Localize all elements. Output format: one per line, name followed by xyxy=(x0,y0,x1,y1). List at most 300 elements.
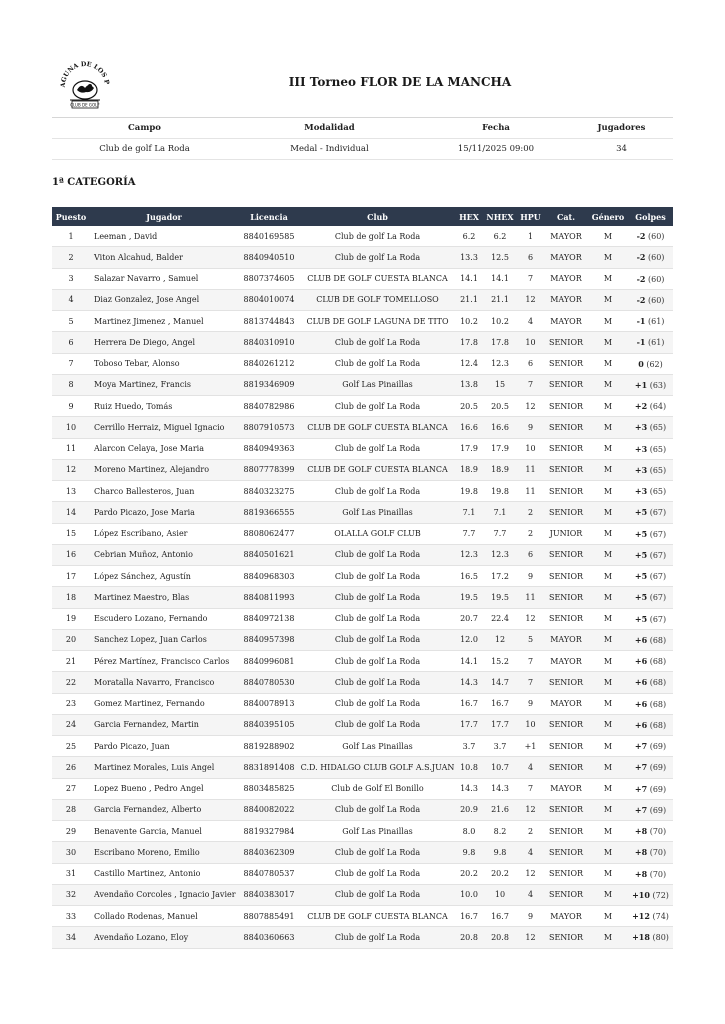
puesto-cell: 8 xyxy=(52,374,90,395)
genero-cell: M xyxy=(588,353,628,374)
nhex-cell: 10.2 xyxy=(483,311,517,332)
info-header-campo: Campo xyxy=(128,123,161,133)
puesto-cell: 17 xyxy=(52,566,90,587)
golpes-cell xyxy=(628,566,673,587)
nhex-cell: 18.9 xyxy=(483,459,517,480)
score-to-par: -1 xyxy=(636,337,646,348)
table-row xyxy=(52,651,673,672)
hpu-cell: 12 xyxy=(517,863,544,884)
cat-cell: JUNIOR xyxy=(544,523,588,544)
puesto-cell: 15 xyxy=(52,523,90,544)
table-row xyxy=(52,396,673,417)
club-cell: Club de golf La Roda xyxy=(300,396,455,417)
total-strokes: (61) xyxy=(648,317,665,327)
puesto-cell: 13 xyxy=(52,481,90,502)
table-row xyxy=(52,842,673,863)
genero-cell: M xyxy=(588,736,628,757)
jugador-cell: López Escribano, Asier xyxy=(90,523,238,544)
genero-cell: M xyxy=(588,438,628,459)
licencia-cell: 8840362309 xyxy=(238,842,300,863)
golpes-cell xyxy=(628,289,673,310)
licencia-cell: 8840082022 xyxy=(238,799,300,820)
cat-cell: SENIOR xyxy=(544,396,588,417)
club-cell: Club de golf La Roda xyxy=(300,799,455,820)
genero-cell: M xyxy=(588,778,628,799)
hpu-cell: 4 xyxy=(517,884,544,905)
genero-cell: M xyxy=(588,906,628,927)
licencia-cell: 8840968303 xyxy=(238,566,300,587)
hex-cell: 14.1 xyxy=(455,651,483,672)
total-strokes: (70) xyxy=(649,848,667,858)
genero-cell: M xyxy=(588,799,628,820)
cat-cell: SENIOR xyxy=(544,544,588,565)
jugador-cell: Viton Alcahud, Balder xyxy=(90,247,238,268)
cat-cell: SENIOR xyxy=(544,481,588,502)
hex-cell: 7.7 xyxy=(455,523,483,544)
licencia-cell: 8840501621 xyxy=(238,544,300,565)
total-strokes: (65) xyxy=(649,423,667,433)
golpes-cell xyxy=(628,778,673,799)
score-to-par: +6 xyxy=(634,719,648,730)
puesto-cell: 25 xyxy=(52,736,90,757)
hpu-cell: 6 xyxy=(517,544,544,565)
licencia-cell: 8840972138 xyxy=(238,608,300,629)
club-cell: Club de Golf El Bonillo xyxy=(300,778,455,799)
column-header-hex: HEX xyxy=(455,207,483,226)
total-strokes: (69) xyxy=(649,742,667,752)
hex-cell: 13.8 xyxy=(455,374,483,395)
genero-cell: M xyxy=(588,289,628,310)
golpes-cell xyxy=(628,693,673,714)
nhex-cell: 14.7 xyxy=(483,672,517,693)
table-row xyxy=(52,629,673,650)
puesto-cell: 16 xyxy=(52,544,90,565)
club-cell: CLUB DE GOLF CUESTA BLANCA xyxy=(300,906,455,927)
jugador-cell: Escudero Lozano, Fernando xyxy=(90,608,238,629)
licencia-cell: 8840780537 xyxy=(238,863,300,884)
hpu-cell: 5 xyxy=(517,629,544,650)
licencia-cell: 8840996081 xyxy=(238,651,300,672)
genero-cell: M xyxy=(588,374,628,395)
score-to-par: +3 xyxy=(634,443,648,454)
score-to-par: +5 xyxy=(634,592,648,603)
tournament-info xyxy=(52,117,673,160)
club-cell: CLUB DE GOLF CUESTA BLANCA xyxy=(300,268,455,289)
hpu-cell: 11 xyxy=(517,587,544,608)
total-strokes: (67) xyxy=(649,529,667,539)
hex-cell: 17.9 xyxy=(455,438,483,459)
nhex-cell: 10 xyxy=(483,884,517,905)
licencia-cell: 8807885491 xyxy=(238,906,300,927)
score-to-par: -2 xyxy=(636,273,646,284)
hpu-cell: 12 xyxy=(517,927,544,948)
golpes-cell xyxy=(628,523,673,544)
golpes-cell xyxy=(628,757,673,778)
genero-cell: M xyxy=(588,587,628,608)
licencia-cell: 8831891408 xyxy=(238,757,300,778)
nhex-cell: 19.8 xyxy=(483,481,517,502)
nhex-cell: 10.7 xyxy=(483,757,517,778)
club-cell: Golf Las Pinaillas xyxy=(300,502,455,523)
hex-cell: 10.2 xyxy=(455,311,483,332)
genero-cell: M xyxy=(588,714,628,735)
results-body xyxy=(52,226,673,948)
jugador-cell: Leeman , David xyxy=(90,226,238,247)
table-row xyxy=(52,863,673,884)
total-strokes: (67) xyxy=(649,508,667,518)
score-to-par: +7 xyxy=(634,762,648,773)
table-row xyxy=(52,417,673,438)
hpu-cell: 12 xyxy=(517,289,544,310)
cat-cell: SENIOR xyxy=(544,353,588,374)
table-row xyxy=(52,927,673,948)
total-strokes: (67) xyxy=(649,550,667,560)
club-cell: Club de golf La Roda xyxy=(300,608,455,629)
genero-cell: M xyxy=(588,608,628,629)
total-strokes: (60) xyxy=(648,274,665,284)
cat-cell: SENIOR xyxy=(544,608,588,629)
golpes-cell xyxy=(628,672,673,693)
hex-cell: 17.7 xyxy=(455,714,483,735)
hpu-cell: +1 xyxy=(517,736,544,757)
jugador-cell: Charco Ballesteros, Juan xyxy=(90,481,238,502)
licencia-cell: 8807778399 xyxy=(238,459,300,480)
jugador-cell: Avendaño Lozano, Eloy xyxy=(90,927,238,948)
score-to-par: +5 xyxy=(634,507,648,518)
hpu-cell: 6 xyxy=(517,353,544,374)
genero-cell: M xyxy=(588,332,628,353)
nhex-cell: 8.2 xyxy=(483,821,517,842)
golpes-cell xyxy=(628,502,673,523)
club-cell: Club de golf La Roda xyxy=(300,544,455,565)
cat-cell: SENIOR xyxy=(544,502,588,523)
column-header-club: Club xyxy=(300,207,455,226)
hex-cell: 20.8 xyxy=(455,927,483,948)
puesto-cell: 34 xyxy=(52,927,90,948)
licencia-cell: 8840323275 xyxy=(238,481,300,502)
genero-cell: M xyxy=(588,842,628,863)
info-header-jugadores: Jugadores xyxy=(597,123,646,133)
info-value-fecha: 15/11/2025 09:00 xyxy=(457,144,535,154)
jugador-cell: Cerrillo Herraiz, Miguel Ignacio xyxy=(90,417,238,438)
page-title: III Torneo FLOR DE LA MANCHA xyxy=(288,75,512,89)
cat-cell: MAYOR xyxy=(544,247,588,268)
jugador-cell: Martinez Maestro, Blas xyxy=(90,587,238,608)
score-to-par: +6 xyxy=(634,656,648,667)
nhex-cell: 12.5 xyxy=(483,247,517,268)
jugador-cell: Herrera De Diego, Angel xyxy=(90,332,238,353)
club-cell: CLUB DE GOLF TOMELLOSO xyxy=(300,289,455,310)
hpu-cell: 4 xyxy=(517,757,544,778)
score-to-par: +6 xyxy=(634,634,648,645)
genero-cell: M xyxy=(588,884,628,905)
licencia-cell: 8840383017 xyxy=(238,884,300,905)
column-header-licencia: Licencia xyxy=(238,207,300,226)
table-row xyxy=(52,311,673,332)
golpes-cell xyxy=(628,396,673,417)
nhex-cell: 20.2 xyxy=(483,863,517,884)
cat-cell: MAYOR xyxy=(544,268,588,289)
puesto-cell: 1 xyxy=(52,226,90,247)
club-cell: CLUB DE GOLF CUESTA BLANCA xyxy=(300,459,455,480)
category-heading: 1ª CATEGORÍA xyxy=(52,177,136,188)
hpu-cell: 9 xyxy=(517,566,544,587)
info-header-modalidad: Modalidad xyxy=(304,123,355,133)
score-to-par: +8 xyxy=(634,868,648,879)
golpes-cell xyxy=(628,863,673,884)
nhex-cell: 22.4 xyxy=(483,608,517,629)
score-to-par: +8 xyxy=(634,826,648,837)
puesto-cell: 32 xyxy=(52,884,90,905)
jugador-cell: Diaz Gonzalez, Jose Angel xyxy=(90,289,238,310)
genero-cell: M xyxy=(588,821,628,842)
hex-cell: 20.5 xyxy=(455,396,483,417)
club-cell: Golf Las Pinaillas xyxy=(300,374,455,395)
column-header-cat: Cat. xyxy=(544,207,588,226)
hpu-cell: 6 xyxy=(517,247,544,268)
total-strokes: (67) xyxy=(649,572,667,582)
puesto-cell: 22 xyxy=(52,672,90,693)
info-value-jugadores: 34 xyxy=(616,144,627,154)
golpes-cell xyxy=(628,608,673,629)
golpes-cell xyxy=(628,459,673,480)
golpes-cell xyxy=(628,927,673,948)
jugador-cell: Castillo Martinez, Antonio xyxy=(90,863,238,884)
golpes-cell xyxy=(628,842,673,863)
total-strokes: (65) xyxy=(649,444,667,454)
score-to-par: +12 xyxy=(632,911,650,922)
hpu-cell: 7 xyxy=(517,268,544,289)
puesto-cell: 33 xyxy=(52,906,90,927)
golpes-cell xyxy=(628,481,673,502)
table-row xyxy=(52,332,673,353)
total-strokes: (68) xyxy=(649,657,667,667)
hex-cell: 7.1 xyxy=(455,502,483,523)
table-row xyxy=(52,374,673,395)
total-strokes: (68) xyxy=(649,699,667,709)
score-to-par: +6 xyxy=(634,677,648,688)
puesto-cell: 28 xyxy=(52,799,90,820)
licencia-cell: 8840395105 xyxy=(238,714,300,735)
score-to-par: +7 xyxy=(634,741,648,752)
genero-cell: M xyxy=(588,481,628,502)
hex-cell: 8.0 xyxy=(455,821,483,842)
golpes-cell xyxy=(628,353,673,374)
total-strokes: (63) xyxy=(649,380,667,390)
licencia-cell: 8840078913 xyxy=(238,693,300,714)
jugador-cell: Benavente Garcia, Manuel xyxy=(90,821,238,842)
nhex-cell: 17.8 xyxy=(483,332,517,353)
genero-cell: M xyxy=(588,417,628,438)
table-row xyxy=(52,566,673,587)
score-to-par: +3 xyxy=(634,486,648,497)
score-to-par: +3 xyxy=(634,422,648,433)
club-cell: Club de golf La Roda xyxy=(300,353,455,374)
jugador-cell: López Sánchez, Agustín xyxy=(90,566,238,587)
club-cell: Club de golf La Roda xyxy=(300,587,455,608)
nhex-cell: 15 xyxy=(483,374,517,395)
results-table xyxy=(52,207,673,949)
hex-cell: 20.9 xyxy=(455,799,483,820)
cat-cell: SENIOR xyxy=(544,438,588,459)
cat-cell: SENIOR xyxy=(544,332,588,353)
licencia-cell: 8840169585 xyxy=(238,226,300,247)
club-cell: CLUB DE GOLF CUESTA BLANCA xyxy=(300,417,455,438)
cat-cell: MAYOR xyxy=(544,226,588,247)
table-row xyxy=(52,353,673,374)
club-cell: Club de golf La Roda xyxy=(300,672,455,693)
total-strokes: (67) xyxy=(649,593,667,603)
puesto-cell: 11 xyxy=(52,438,90,459)
table-row xyxy=(52,778,673,799)
puesto-cell: 24 xyxy=(52,714,90,735)
genero-cell: M xyxy=(588,863,628,884)
score-to-par: -2 xyxy=(636,231,646,242)
table-row xyxy=(52,544,673,565)
hex-cell: 19.8 xyxy=(455,481,483,502)
golpes-cell xyxy=(628,714,673,735)
cat-cell: SENIOR xyxy=(544,417,588,438)
jugador-cell: Martinez Jimenez , Manuel xyxy=(90,311,238,332)
puesto-cell: 9 xyxy=(52,396,90,417)
jugador-cell: Martinez Morales, Luis Angel xyxy=(90,757,238,778)
puesto-cell: 27 xyxy=(52,778,90,799)
table-row xyxy=(52,736,673,757)
licencia-cell: 8840780530 xyxy=(238,672,300,693)
hex-cell: 19.5 xyxy=(455,587,483,608)
licencia-cell: 8807374605 xyxy=(238,268,300,289)
golpes-cell xyxy=(628,629,673,650)
puesto-cell: 19 xyxy=(52,608,90,629)
golpes-cell xyxy=(628,544,673,565)
info-value-row xyxy=(52,139,673,160)
total-strokes: (70) xyxy=(649,827,667,837)
jugador-cell: Sanchez Lopez, Juan Carlos xyxy=(90,629,238,650)
total-strokes: (70) xyxy=(649,869,667,879)
table-row xyxy=(52,693,673,714)
club-logo xyxy=(56,56,114,114)
table-row xyxy=(52,714,673,735)
licencia-cell: 8840782986 xyxy=(238,396,300,417)
table-row xyxy=(52,608,673,629)
cat-cell: SENIOR xyxy=(544,459,588,480)
hex-cell: 12.3 xyxy=(455,544,483,565)
club-cell: Club de golf La Roda xyxy=(300,629,455,650)
club-cell: Golf Las Pinaillas xyxy=(300,736,455,757)
score-to-par: +5 xyxy=(634,571,648,582)
hex-cell: 16.7 xyxy=(455,693,483,714)
cat-cell: MAYOR xyxy=(544,289,588,310)
golpes-cell xyxy=(628,651,673,672)
genero-cell: M xyxy=(588,247,628,268)
puesto-cell: 3 xyxy=(52,268,90,289)
nhex-cell: 12 xyxy=(483,629,517,650)
total-strokes: (80) xyxy=(652,933,669,943)
golpes-cell xyxy=(628,247,673,268)
table-row xyxy=(52,226,673,247)
cat-cell: SENIOR xyxy=(544,757,588,778)
column-header-nhex: NHEX xyxy=(483,207,517,226)
jugador-cell: Pérez Martínez, Francisco Carlos xyxy=(90,651,238,672)
info-header-row xyxy=(52,117,673,139)
score-to-par: -2 xyxy=(636,252,646,263)
table-row xyxy=(52,481,673,502)
club-cell: Club de golf La Roda xyxy=(300,438,455,459)
nhex-cell: 19.5 xyxy=(483,587,517,608)
table-row xyxy=(52,289,673,310)
club-cell: Club de golf La Roda xyxy=(300,481,455,502)
hpu-cell: 12 xyxy=(517,799,544,820)
hpu-cell: 9 xyxy=(517,417,544,438)
score-to-par: +6 xyxy=(634,698,648,709)
nhex-cell: 9.8 xyxy=(483,842,517,863)
golpes-cell xyxy=(628,311,673,332)
hpu-cell: 2 xyxy=(517,821,544,842)
hex-cell: 9.8 xyxy=(455,842,483,863)
column-header-puesto: Puesto xyxy=(52,207,90,226)
golpes-cell xyxy=(628,226,673,247)
licencia-cell: 8819288902 xyxy=(238,736,300,757)
score-to-par: +7 xyxy=(634,783,648,794)
table-row xyxy=(52,884,673,905)
genero-cell: M xyxy=(588,672,628,693)
cat-cell: SENIOR xyxy=(544,374,588,395)
hex-cell: 12.0 xyxy=(455,629,483,650)
hpu-cell: 11 xyxy=(517,459,544,480)
info-value-campo: Club de golf La Roda xyxy=(99,144,190,154)
golpes-cell xyxy=(628,417,673,438)
licencia-cell: 8840811993 xyxy=(238,587,300,608)
cat-cell: SENIOR xyxy=(544,927,588,948)
genero-cell: M xyxy=(588,396,628,417)
hex-cell: 12.4 xyxy=(455,353,483,374)
info-value-modalidad: Medal - Individual xyxy=(290,144,369,154)
table-header-row xyxy=(52,207,673,226)
nhex-cell: 17.9 xyxy=(483,438,517,459)
hpu-cell: 11 xyxy=(517,481,544,502)
jugador-cell: Moreno Martinez, Alejandro xyxy=(90,459,238,480)
cat-cell: SENIOR xyxy=(544,884,588,905)
genero-cell: M xyxy=(588,651,628,672)
hex-cell: 16.5 xyxy=(455,566,483,587)
nhex-cell: 12.3 xyxy=(483,544,517,565)
nhex-cell: 12.3 xyxy=(483,353,517,374)
licencia-cell: 8813744843 xyxy=(238,311,300,332)
puesto-cell: 14 xyxy=(52,502,90,523)
puesto-cell: 20 xyxy=(52,629,90,650)
score-to-par: -2 xyxy=(636,294,646,305)
jugador-cell: Avendaño Corcoles , Ignacio Javier xyxy=(90,884,238,905)
table-row xyxy=(52,268,673,289)
golpes-cell xyxy=(628,268,673,289)
cat-cell: SENIOR xyxy=(544,863,588,884)
nhex-cell: 17.7 xyxy=(483,714,517,735)
licencia-cell: 8819327984 xyxy=(238,821,300,842)
score-to-par: +18 xyxy=(632,932,650,943)
cat-cell: MAYOR xyxy=(544,311,588,332)
table-row xyxy=(52,906,673,927)
puesto-cell: 21 xyxy=(52,651,90,672)
cat-cell: MAYOR xyxy=(544,906,588,927)
jugador-cell: Gomez Martinez, Fernando xyxy=(90,693,238,714)
jugador-cell: Pardo Picazo, Jose Maria xyxy=(90,502,238,523)
logo-arc-text: AGUNA DE LOS P xyxy=(59,60,110,88)
club-cell: Club de golf La Roda xyxy=(300,332,455,353)
total-strokes: (69) xyxy=(649,784,667,794)
hpu-cell: 7 xyxy=(517,651,544,672)
licencia-cell: 8840360663 xyxy=(238,927,300,948)
nhex-cell: 16.6 xyxy=(483,417,517,438)
